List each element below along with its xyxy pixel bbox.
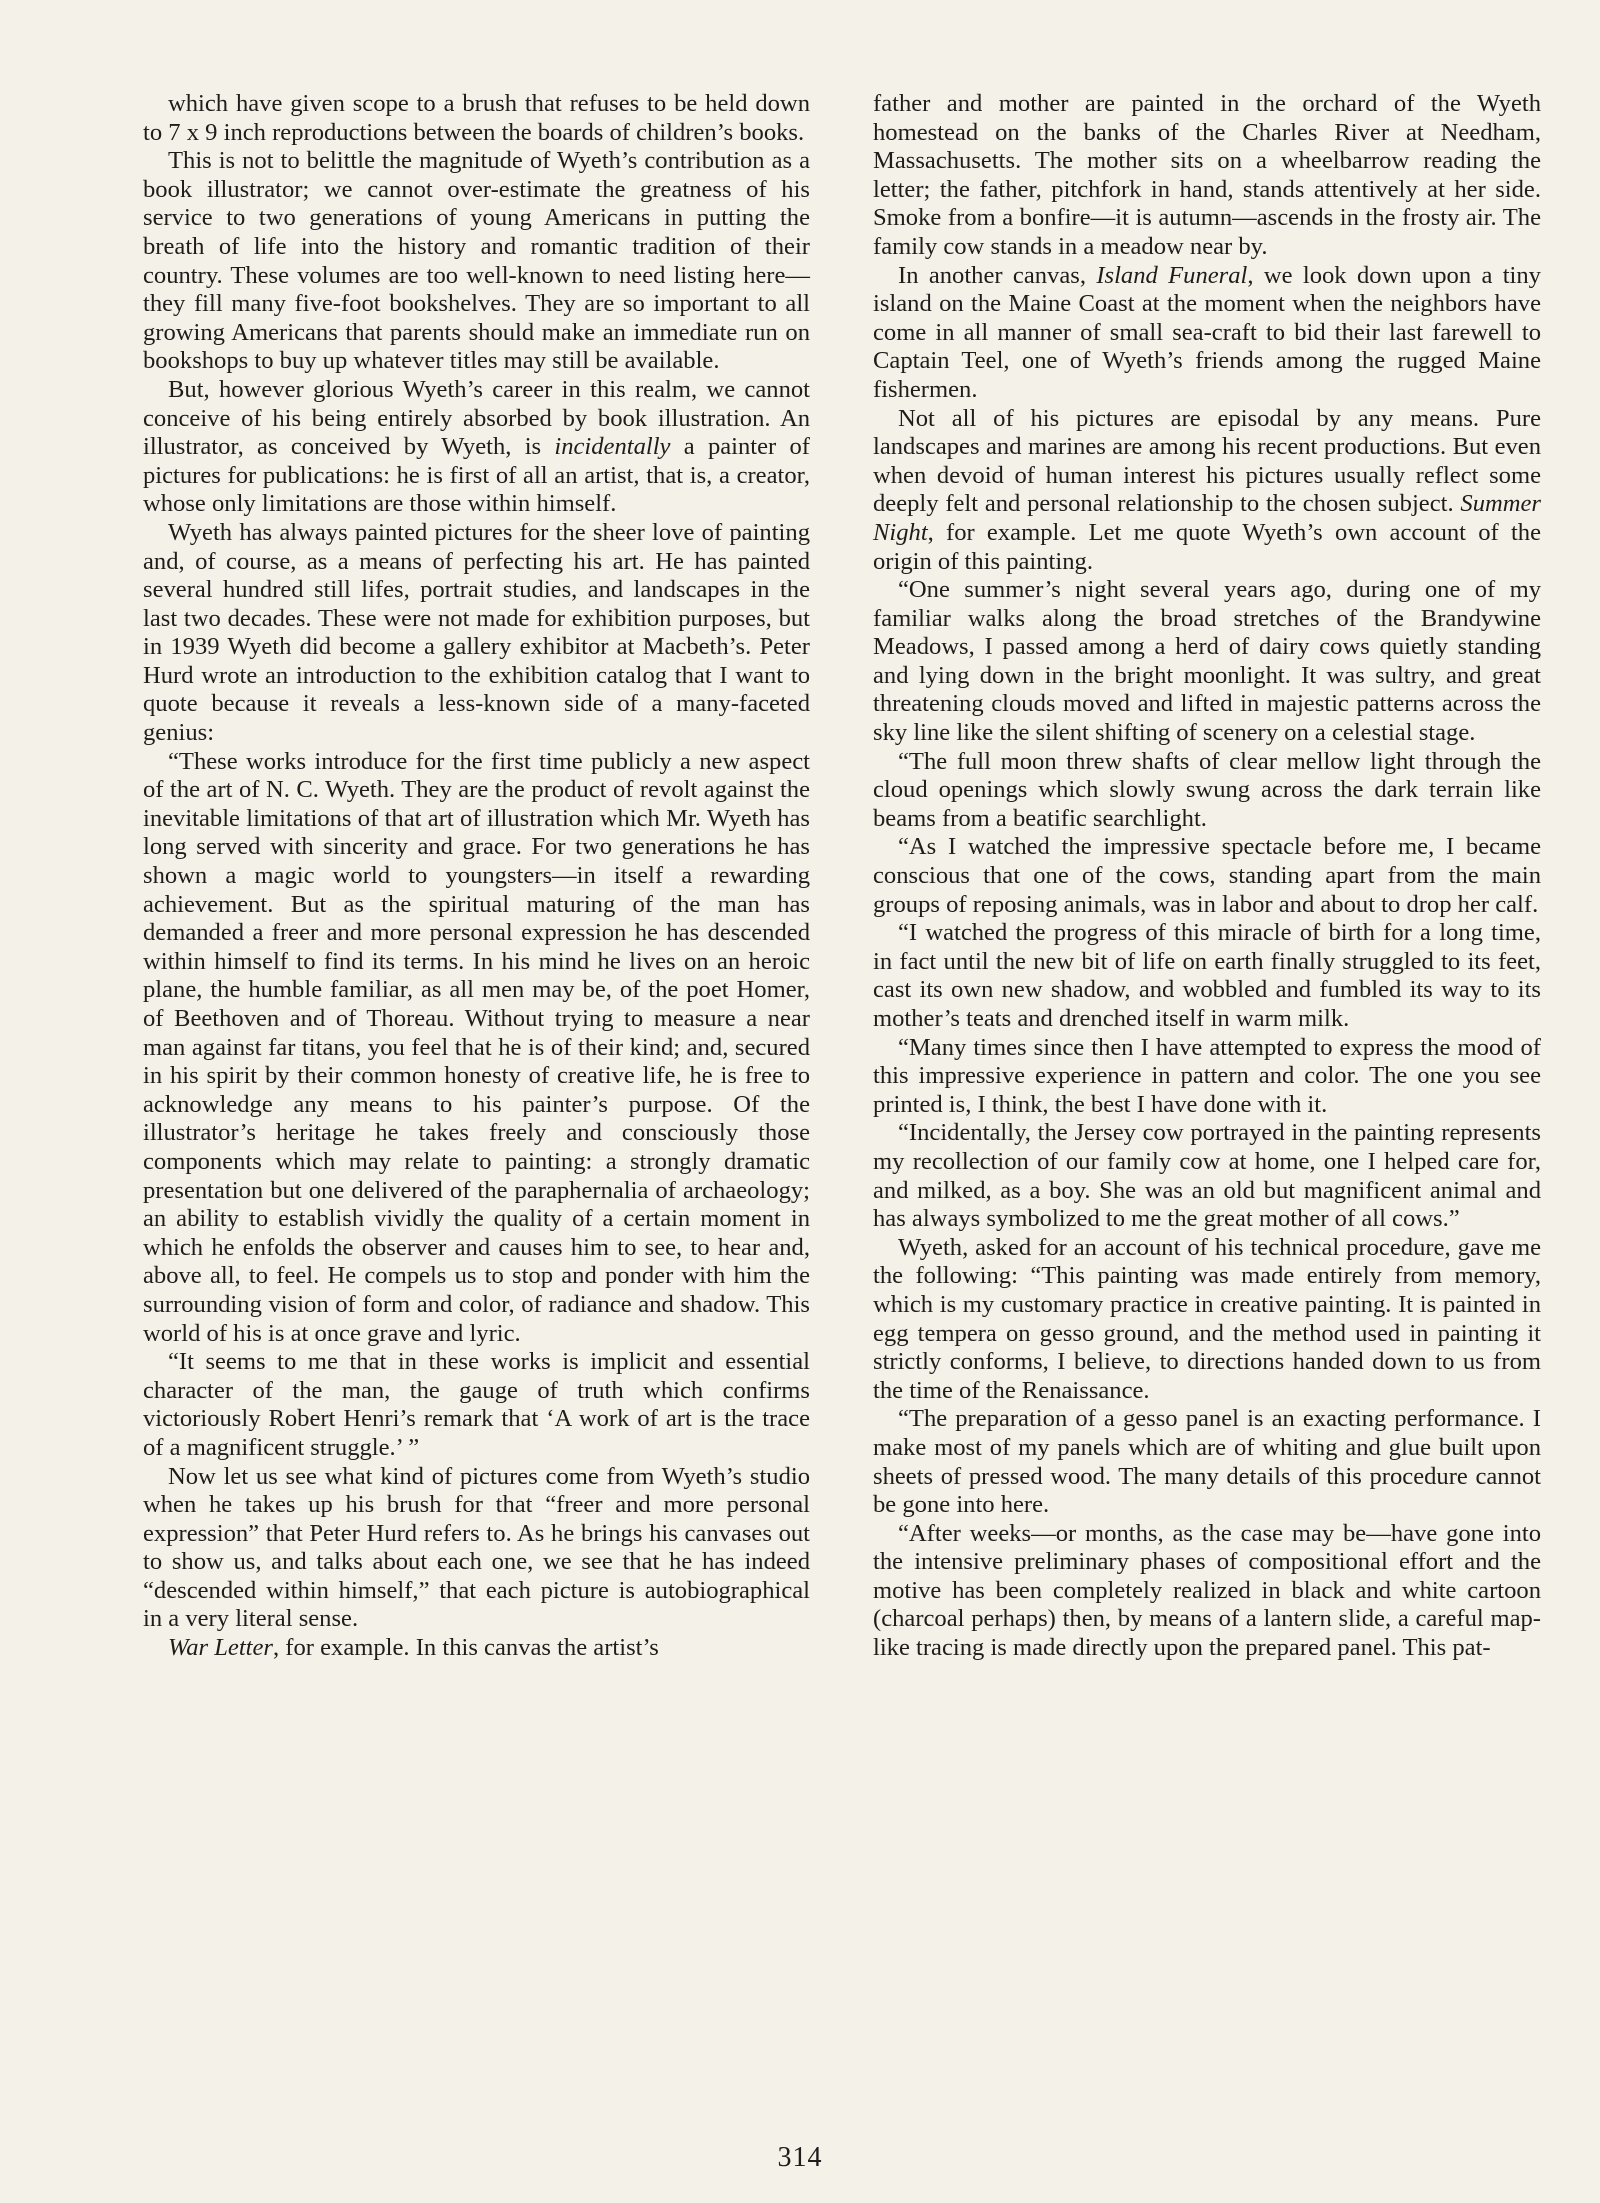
paragraph-text: “As I watched the impressive spectacle before me, I became conscious that one of the cows, standing apart from the main groups of reposing animals, was in labor and about to drop her calf. [873,833,1541,918]
paragraph-text: “It seems to me that in these works is implicit and essential character of the man, the gauge of truth which confirms victoriously Robert Henri’s remark that ‘A work of art is the trace of a magnificent struggle.’ ” [143,1348,810,1461]
paragraph-text: , for example. Let me quote Wyeth’s own account of the origin of this painting. [873,518,1541,575]
paragraph [873,1034,1541,1120]
paragraph-text: “Incidentally, the Jersey cow portrayed in the painting represents my recollection of our family cow at home, one I helped care for, and milked, as a boy. She was an old but magnificent animal and has always symbolized to me the great mother of all cows.” [873,1119,1541,1233]
italic-title: incidentally [554,433,671,461]
paragraph [873,90,1541,262]
paragraph-text: “Many times since then I have attempted to express the mood of this impressive experience in pattern and color. The one you see printed is, I think, the best I have done with it. [873,1033,1541,1118]
paragraph-text: Now let us see what kind of pictures come from Wyeth’s studio when he takes up his brush for that “freer and more personal expression” that Peter Hurd refers to. As he brings his canvases out to show us, and talks about each one, we see that he has indeed “descended within himself,” that each picture is autobiographical in a very literal sense. [143,1462,810,1633]
paragraph-text: But, however glorious Wyeth’s career in this realm, we cannot conceive of his being entirely absorbed by book illustration. An illustrator, as conceived by Wyeth, is [143,375,810,461]
paragraph [143,1463,810,1635]
paragraph [873,919,1541,1033]
italic-title: War Letter [168,1634,273,1662]
paragraph-text: “One summer’s night several years ago, during one of my familiar walks along the broad stretches of the Brandywine Meadows, I passed among a herd of dairy cows quietly standing and lying down in the bright moonlight. It was sultry, and great threatening clouds moved and lifted in majestic patterns across the sky line like the silent shifting of scenery on a celestial stage. [873,576,1541,747]
paragraph [143,376,810,519]
left-column [143,90,810,1663]
paragraph-text: “The preparation of a gesso panel is an exacting performance. I make most of my panels which are of whiting and glue built upon sheets of pressed wood. The many details of this procedure cannot be gone into here. [873,1405,1541,1519]
italic-title: Island Funeral [1096,261,1248,289]
paragraph [143,1348,810,1462]
paragraph-text: father and mother are painted in the orchard of the Wyeth homestead on the banks of the Charles River at Needham, Massachusetts. The mother sits on a wheelbarrow reading the letter; the father, pitchfork in hand, stands attentively at her side. Smoke from a bonfire—it is autumn—ascends in the frosty air. The family cow stands in a meadow near by. [873,90,1541,260]
paragraph-text: “The full moon threw shafts of clear mellow light through the cloud openings which slowly swung across the dark terrain like beams from a beatific searchlight. [873,747,1541,832]
paragraph [873,576,1541,748]
paragraph [873,1234,1541,1406]
paragraph-text: “After weeks—or months, as the case may be—have gone into the intensive preliminary phases of compositional effort and the motive has been completely realized in black and white cartoon (charcoal perhaps) then, by means of a lantern slide, a careful map-like tracing is made directly upon the prepared panel. This pat- [873,1519,1541,1662]
right-column [873,90,1541,1663]
paragraph [873,748,1541,834]
italic-title: Summer Night [873,490,1541,546]
paragraph [873,1405,1541,1519]
paragraph [143,519,810,748]
paragraph [143,90,810,147]
paragraph-text: , for example. In this canvas the artist’s [273,1634,659,1662]
paragraph [143,1634,810,1663]
paragraph [873,262,1541,405]
paragraph [873,1520,1541,1663]
paragraph-text: Not all of his pictures are episodal by any means. Pure landscapes and marines are among his recent productions. But even when devoid of human interest his pictures usually reflect some deeply felt and personal relationship to the chosen subject. [873,404,1541,518]
paragraph [873,405,1541,577]
paragraph [143,147,810,376]
paragraph-text: “I watched the progress of this miracle of birth for a long time, in fact until the new bit of life on earth finally struggled to its feet, cast its own new shadow, and wobbled and fumbled its way to its mother’s teats and drenched itself in warm milk. [873,919,1541,1032]
paragraph-text: This is not to belittle the magnitude of Wyeth’s contribution as a book illustrator; we cannot over-estimate the greatness of his service to two generations of young Americans in putting the breath of life into the history and romantic tradition of their country. These volumes are too well-known to need listing here—they fill many five-foot bookshelves. They are so important to all growing Americans that parents should make an immediate run on bookshops to buy up whatever titles may still be available. [143,147,810,375]
paragraph-text: In another canvas, [898,261,1097,289]
paragraph [143,748,810,1348]
paragraph-text: Wyeth has always painted pictures for the sheer love of painting and, of course, as a means of perfecting his art. He has painted several hundred still lifes, portrait studies, and landscapes in the last two decades. These were not made for exhibition purposes, but in 1939 Wyeth did become a gallery exhibitor at Macbeth’s. Peter Hurd wrote an introduction to the exhibition catalog that I want to quote because it reveals a less-known side of a many-faceted genius: [143,518,810,747]
paragraph [873,1119,1541,1233]
paragraph-text: , we look down upon a tiny island on the Maine Coast at the moment when the neighbors have come in all manner of small sea-craft to bid their last farewell to Captain Teel, one of Wyeth’s friends among the rugged Maine fishermen. [873,261,1541,403]
paragraph-text: “These works introduce for the first time publicly a new aspect of the art of N. C. Wyeth. They are the product of revolt against the inevitable limitations of that art of illustration which Mr. Wyeth has long served with sincerity and grace. For two generations he has shown a magic world to youngsters—in itself a rewarding achievement. But as the spiritual maturing of the man has demanded a freer and more personal expression he has descended within himself to find its terms. In his mind he lives on an heroic plane, the humble familiar, as all men may be, of the poet Homer, of Beethoven and of Thoreau. Without trying to measure a near man against far titans, you feel that he is of their kind; and, secured in his spirit by their common honesty of creative life, he is free to acknowledge any means to his painter’s purpose. Of the illustrator’s heritage he takes freely and consciously those components which may relate to painting: a strongly dramatic presentation but one delivered of the paraphernalia of archaeology; an ability to establish vividly the quality of a certain moment in which he enfolds the observer and causes him to see, to hear and, above all, to feel. He compels us to stop and ponder with him the surrounding vision of form and color, of radiance and shadow. This world of his is at once grave and lyric. [143,747,810,1347]
page-number: 314 [777,2142,823,2173]
paragraph [873,833,1541,919]
paragraph-text: Wyeth, asked for an account of his technical procedure, gave me the following: “This painting was made entirely from memory, which is my customary practice in creative painting. It is painted in egg tempera on gesso ground, and the method used in painting it strictly conforms, I believe, to directions handed down to us from the time of the Renaissance. [873,1233,1541,1404]
paragraph-text: which have given scope to a brush that refuses to be held down to 7 x 9 inch reproductions between the boards of children’s books. [143,90,810,146]
paragraph-text: a painter of pictures for publications: he is first of all an artist, that is, a creator, whose only limitations are those within himself. [143,433,810,518]
